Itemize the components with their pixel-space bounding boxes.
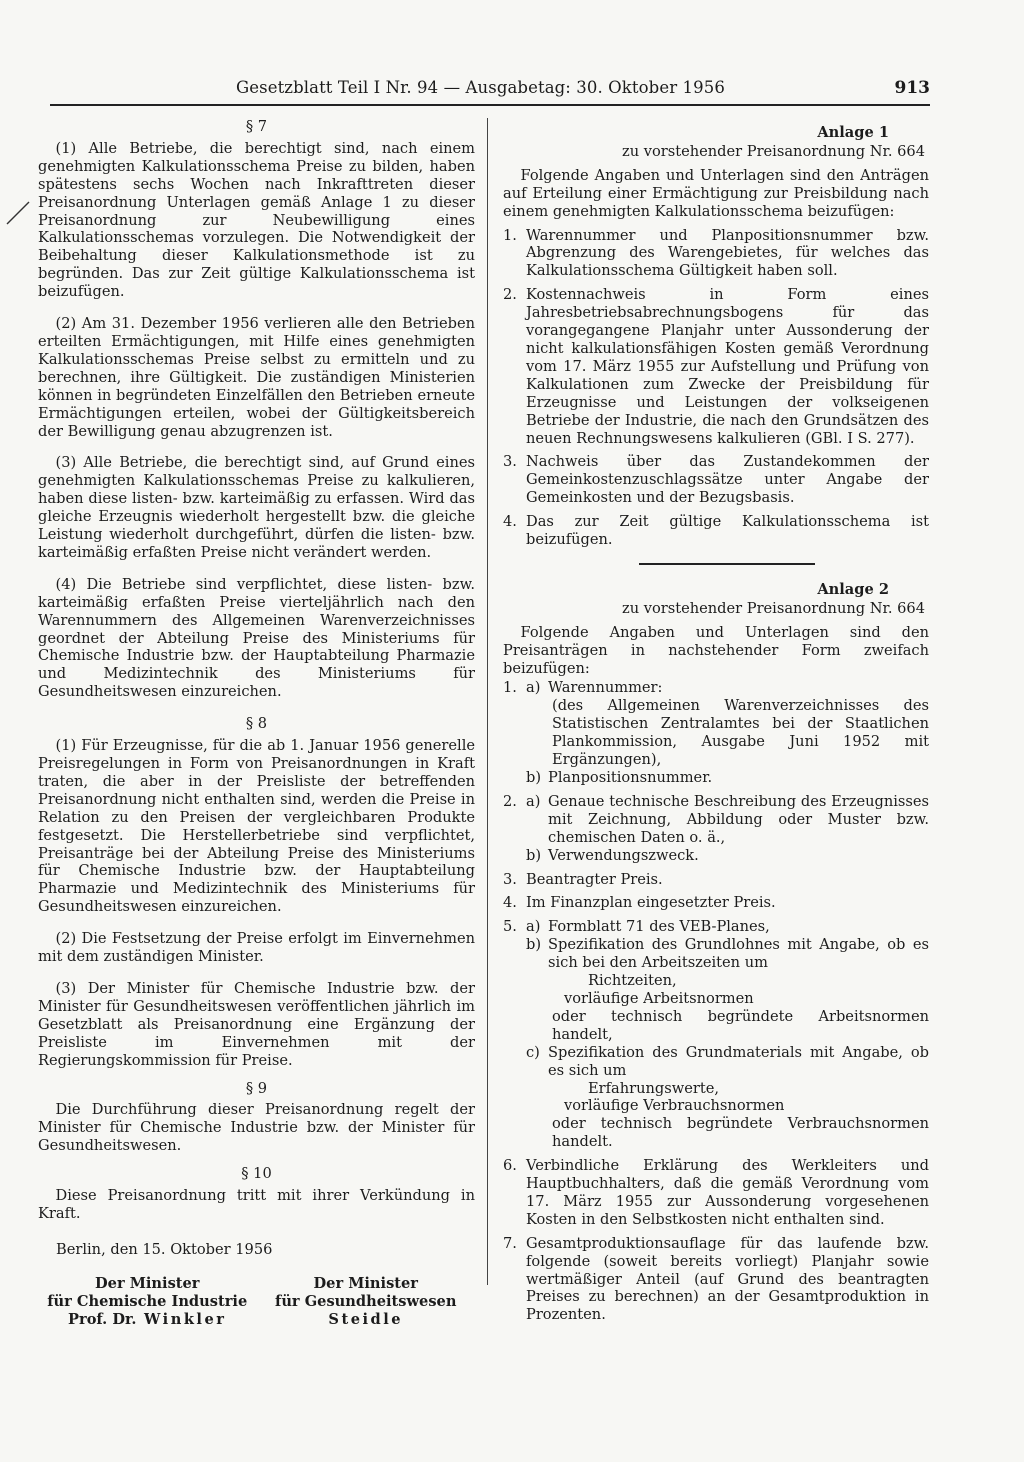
section-7-heading: § 7 [245, 118, 268, 135]
right-column [503, 118, 929, 1330]
list-item: 4. Das zur Zeit gültige Kalkulationsschema ist beizufügen. [503, 513, 929, 549]
signature-line2: für Chemische Industrie [47, 1292, 248, 1310]
list-item: 1. a) Warennummer: (des Allgemeinen Warenverzeichnisses des Statistischen Zentralamtes bei der Staatlichen Plankommission, Ausgabe Juni 1952 mit Ergänzungen), b) Planpositionsnummer. [503, 679, 929, 786]
signature-block [38, 1275, 475, 1329]
section-7-paragraph-4: (4) Die Betriebe sind verpflichtet, diese listen- bzw. karteimäßig erfaßten Preise vierteljährlich nach den Warennummern des Allgemeinen Warenverzeichnisses geordnet der Abteilung Preise des Ministeriums für Chemische Industrie bzw. der Hauptabteilung Pharmazie und Medizintechnik des Ministeriums für Gesundheitswesen einzureichen. [38, 575, 475, 701]
section-8-paragraph-1: (1) Für Erzeugnisse, für die ab 1. Januar 1956 generelle Preisregelungen in Form von Preisanordnungen in Kraft traten, die aber in der Preisliste der betreffenden Preisanordnung nicht enthalten sind, werden die Preise in Relation zu den Preisen der vergleichbaren Produkte festgesetzt. Die Herstellerbetriebe sind verpflichtet, Preisanträge bei der Abteilung Preise des Ministeriums für Chemische Industrie bzw. der Hauptabteilung Pharmazie und Medizintechnik des Ministeriums für Gesundheitswesen einzureichen. [38, 737, 475, 916]
list-item: 7. Gesamtproduktionsauflage für das laufende bzw. folgende (soweit bereits vorliegt) Planjahr sowie wertmäßiger Anteil (auf Grund des beantragten Preises zu berechnen) an der Gesamtproduktion in Prozenten. [503, 1234, 929, 1324]
page-header [50, 78, 930, 104]
left-column [38, 118, 475, 1328]
annex-2-title: Anlage 2 [817, 580, 889, 598]
page-number: 913 [894, 78, 930, 98]
annex-1-list [503, 227, 929, 549]
signatory-title: Prof. Dr. [68, 1310, 137, 1328]
header-title: Gesetzblatt Teil I Nr. 94 — Ausgabetag: 30. Oktober 1956 [236, 78, 725, 97]
annex-1-subtitle: zu vorstehender Preisanordnung Nr. 664 [622, 142, 925, 160]
signature-line2: für Gesundheitswesen [275, 1292, 457, 1310]
signature-chemistry [38, 1275, 257, 1329]
list-item: 1. Warennummer und Planpositionsnummer bzw. Abgrenzung des Warengebietes, für welches das Kalkulationsschema Gültigkeit haben soll. [503, 226, 929, 280]
section-7-paragraph-2: (2) Am 31. Dezember 1956 verlieren alle den Betrieben erteilten Ermächtigungen, mit Hilfe eines genehmigten Kalkulationsschemas Preise selbst zu ermitteln und zu berechnen, ihre Gültigkeit. Die zuständigen Ministerien können in begründeten Einzelfällen den Betrieben erneute Ermächtigungen erteilen, wobei der Gültigkeitsbereich der Bewilligung genau abzugrenzen ist. [38, 315, 475, 440]
annex-1-title: Anlage 1 [817, 124, 889, 141]
signature-line1: Der Minister [313, 1274, 418, 1292]
signatory-surname: Winkler [144, 1310, 227, 1328]
section-7-paragraph-1: (1) Alle Betriebe, die berechtigt sind, nach einem genehmigten Kalkulationsschema Preise zu bilden, haben spätestens sechs Wochen nach Inkrafttreten dieser Preisanordnung Unterlagen gemäß Anlage 1 zu dieser Preisanordnung zur Neubewilligung eines Kalkulationsschemas vorzulegen. Die Notwendigkeit der Beibehaltung dieser Kalkulationsmethode ist zu begründen. Das zur Zeit gültige Kalkulationsschema ist beizufügen. [38, 139, 475, 301]
section-8-heading: § 8 [245, 715, 268, 733]
section-10-paragraph-1: Diese Preisanordnung tritt mit ihrer Verkündung in Kraft. [38, 1187, 475, 1222]
list-item: 2. a) Genaue technische Beschreibung des Erzeugnisses mit Zeichnung, Abbildung oder Muster bzw. chemischen Daten o. ä., b) Verwendungszweck. [503, 792, 929, 864]
annex-separator [639, 563, 815, 565]
annex-2-list [503, 679, 929, 1324]
section-9-heading: § 9 [245, 1079, 268, 1097]
list-item: 6. Verbindliche Erklärung des Werkleiters und Hauptbuchhalters, daß die gemäß Verordnung vom 17. März 1955 zur Aussonderung vorgesehenen Kosten in den Selbstkosten nicht enthalten sind. [503, 1157, 929, 1228]
list-item: 2. Kostennachweis in Form eines Jahresbetriebsabrechnungsbogens für das vorangegangene Planjahr unter Aussonderung der nicht kalkulationsfähigen Kosten gemäß Verordnung vom 17. März 1955 zur Aufstellung und Prüfung von Kalkulationen zum Zwecke der Preisbildung für Erzeugnisse und Leistungen der volkseigenen Betriebe der Industrie, die nach den Grundsätzen des neuen Rechnungswesens kalkulieren (GBl. I S. 277). [503, 286, 929, 447]
margin-mark [5, 200, 31, 226]
annex-1-intro: Folgende Angaben und Unterlagen sind den Anträgen auf Erteilung einer Ermächtigung zur Preisbildung nach einem genehmigten Kalkulationsschema beizufügen: [503, 166, 929, 220]
annex-2-intro: Folgende Angaben und Unterlagen sind den Preisanträgen in nachstehender Form zweifach beizufügen: [503, 623, 929, 677]
list-item: 3. Beantragter Preis. [503, 870, 663, 888]
column-divider [487, 118, 488, 1285]
signatory-name [38, 1311, 257, 1329]
list-item: 5. a) Formblatt 71 des VEB-Planes, b) Spezifikation des Grundlohnes mit Angabe, ob es sich bei den Arbeitszeiten um Richtzeiten, vorläufige Arbeitsnormen oder technisch begründete Arbeitsnormen handelt, c) Spezifikation des Grundmaterials mit Angabe, ob es sich um Erfahrungswerte, vorläufige Verbrauchsnormen oder technisch begründete Verbrauchsnormen handelt. [503, 918, 929, 1151]
list-item: 4. Im Finanzplan eingesetzter Preis. [503, 894, 776, 912]
signature-health [257, 1275, 476, 1329]
section-7-paragraph-3: (3) Alle Betriebe, die berechtigt sind, auf Grund eines genehmigten Kalkulationsschemas Preise zu kalkulieren, haben diese listen- bzw. karteimäßig zu erfassen. Wird das gleiche Erzeugnis wiederholt hergestellt bzw. die gleiche Leistung wiederholt durchgeführt, dürfen die listen- bzw. karteimäßig erfaßten Preise nicht verändert werden. [38, 454, 475, 561]
signature-line1: Der Minister [95, 1274, 200, 1292]
signing-date: Berlin, den 15. Oktober 1956 [56, 1240, 273, 1258]
list-item: 3. Nachweis über das Zustandekommen der Gemeinkostenzuschlagssätze unter Angabe der Gemeinkosten und der Bezugsbasis. [503, 453, 929, 507]
section-9-paragraph-1: Die Durchführung dieser Preisanordnung regelt der Minister für Chemische Industrie bzw. der Minister für Gesundheitswesen. [38, 1101, 475, 1155]
signatory-surname: Steidle [328, 1310, 404, 1328]
section-8-paragraph-2: (2) Die Festsetzung der Preise erfolgt im Einvernehmen mit dem zuständigen Minister. [38, 930, 475, 966]
section-8-paragraph-3: (3) Der Minister für Chemische Industrie bzw. der Minister für Gesundheitswesen veröffentlichen jährlich im Gesetzblatt als Preisanordnung eine Ergänzung der Preisliste im Einvernehmen mit der Regierungskommission für Preise. [38, 979, 475, 1069]
section-10-heading: § 10 [241, 1165, 272, 1183]
annex-2-subtitle: zu vorstehender Preisanordnung Nr. 664 [622, 599, 925, 617]
header-rule [50, 104, 930, 106]
warennummer-detail: (des Allgemeinen Warenverzeichnisses des Statistischen Zentralamtes bei der Staatlichen Plankommission, Ausgabe Juni 1952 mit Ergänzungen), [552, 697, 929, 769]
